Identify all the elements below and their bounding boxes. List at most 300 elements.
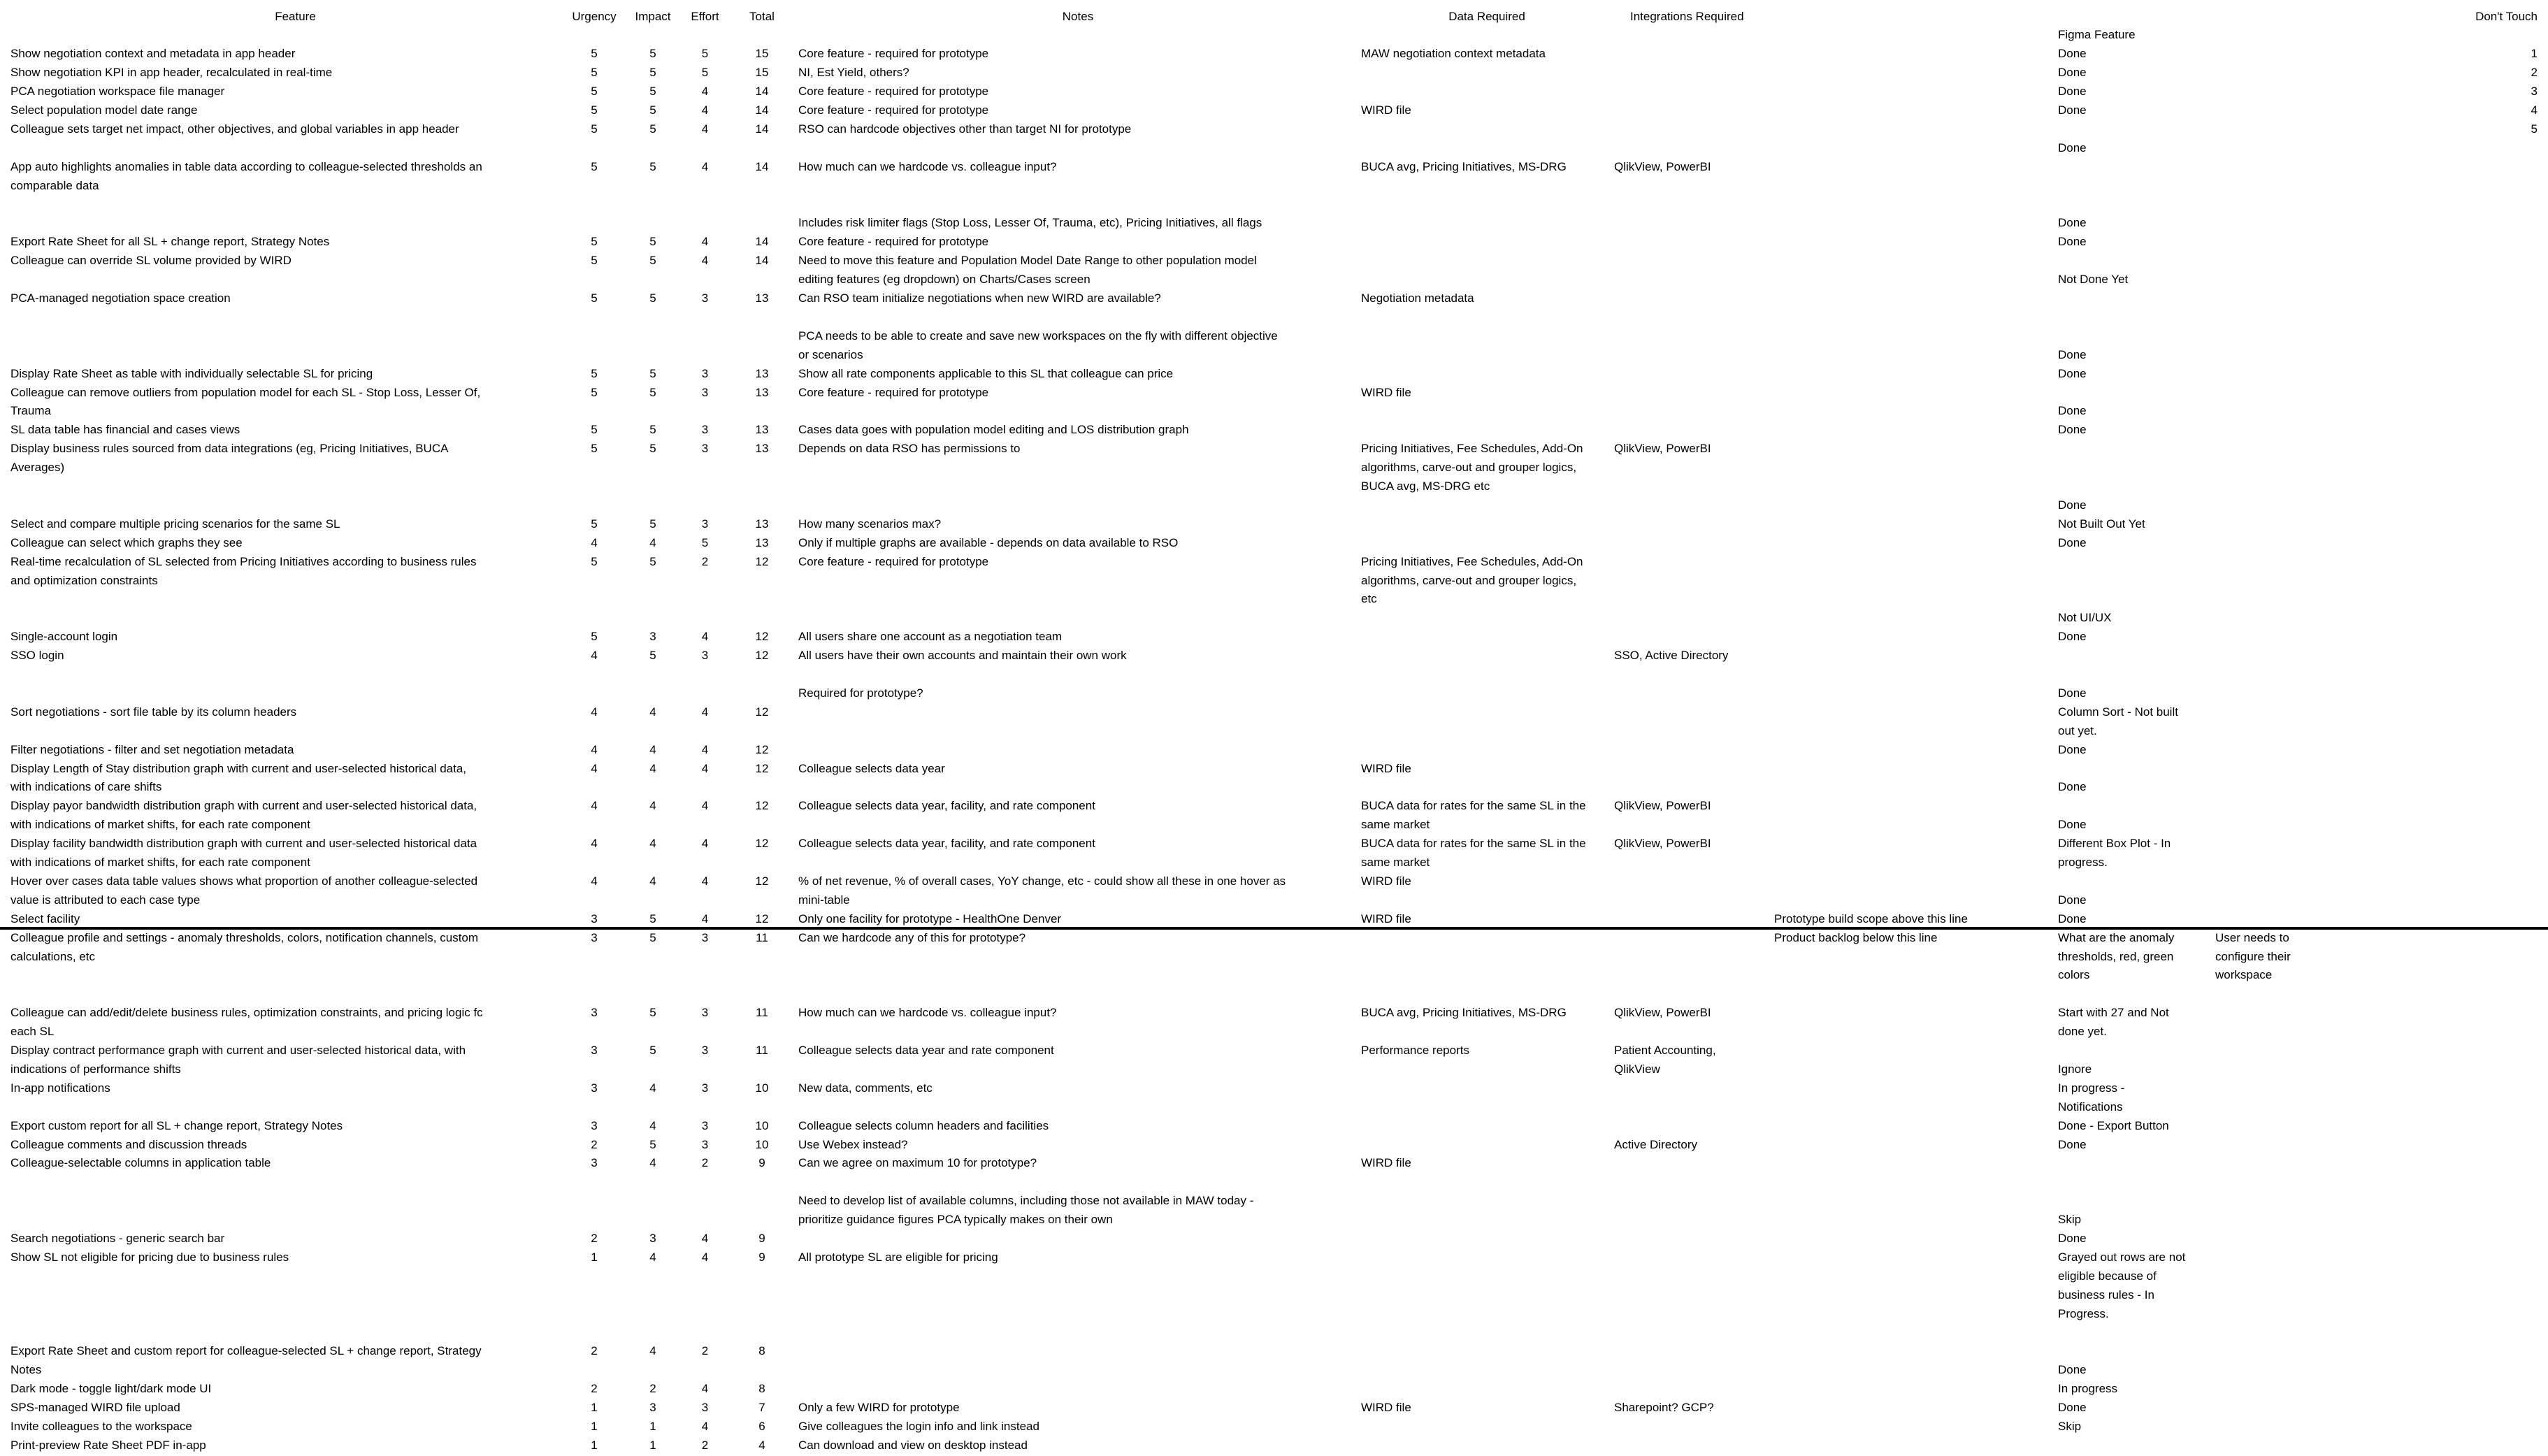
notes-cell: PCA needs to be able to create and save new workspaces on the fly with different objective — [798, 329, 1278, 343]
impact-cell: 4 — [649, 742, 656, 756]
sheet-row — [0, 646, 2548, 665]
data-required-cell: WIRD file — [1361, 874, 1411, 888]
column-header-dont-touch: Don't Touch — [2475, 9, 2538, 23]
impact-cell: 5 — [649, 930, 656, 944]
urgency-cell: 3 — [591, 1044, 598, 1057]
feature-cell: Dark mode - toggle light/dark mode UI — [10, 1382, 212, 1396]
sheet-row — [0, 796, 2548, 815]
figma-status-cell: done yet. — [2058, 1025, 2107, 1039]
feature-cell: Display contract performance graph with current and user-selected historical data, with — [10, 1044, 466, 1057]
sheet-row — [0, 853, 2548, 872]
sheet-row — [0, 533, 2548, 552]
data-required-cell: Negotiation metadata — [1361, 291, 1474, 305]
sheet-row — [0, 1135, 2548, 1154]
feature-cell: Display business rules sourced from data integrations (eg, Pricing Initiatives, BUCA — [10, 442, 449, 456]
sheet-row — [0, 63, 2548, 82]
notes-cell: or scenarios — [798, 347, 863, 361]
feature-cell: Colleague-selectable columns in application table — [10, 1156, 271, 1170]
feature-cell: Display Length of Stay distribution graph with current and user-selected historical data, — [10, 761, 467, 775]
figma-status-cell: Done — [2058, 140, 2087, 154]
impact-cell: 3 — [649, 1401, 656, 1415]
impact-cell: 5 — [649, 554, 656, 568]
figma-status-cell: Done — [2058, 630, 2087, 644]
column-header-total: Total — [749, 9, 775, 23]
figma-status-cell: Done — [2058, 1401, 2087, 1415]
figma-status-cell: Done — [2058, 423, 2087, 437]
sheet-row — [0, 1304, 2548, 1323]
sheet-row — [0, 608, 2548, 627]
notes-cell: Can download and view on desktop instead — [798, 1438, 1028, 1452]
total-cell: 14 — [755, 122, 769, 136]
sheet-row — [0, 364, 2548, 383]
total-cell: 4 — [758, 1438, 765, 1452]
figma-status-cell: Notifications — [2058, 1100, 2123, 1113]
notes-cell: Core feature - required for prototype — [798, 235, 989, 249]
impact-cell: 5 — [649, 47, 656, 61]
sheet-row — [0, 1341, 2548, 1360]
impact-cell: 4 — [649, 837, 656, 851]
data-required-cell: same market — [1361, 856, 1430, 869]
feature-cell: Show negotiation context and metadata in app header — [10, 47, 296, 61]
figma-status-cell: What are the anomaly — [2058, 930, 2175, 944]
sheet-row — [0, 1267, 2548, 1285]
effort-cell: 4 — [701, 761, 709, 775]
sheet-row — [0, 1248, 2548, 1267]
impact-cell: 5 — [649, 1137, 656, 1151]
total-cell: 13 — [755, 366, 769, 380]
data-required-cell: WIRD file — [1361, 911, 1411, 925]
feature-cell: each SL — [10, 1025, 55, 1039]
column-header-notes: Notes — [1062, 9, 1094, 23]
figma-status-cell: Figma Feature — [2058, 28, 2136, 42]
effort-cell: 2 — [701, 1438, 709, 1452]
scope-note-cell: Prototype build scope above this line — [1774, 911, 1968, 925]
figma-status-cell: Done — [2058, 535, 2087, 549]
figma-status-cell: Grayed out rows are not — [2058, 1250, 2186, 1264]
urgency-cell: 5 — [591, 122, 598, 136]
sheet-row — [0, 1153, 2548, 1172]
feature-cell: App auto highlights anomalies in table data according to colleague-selected thresholds an — [10, 159, 482, 173]
sheet-row — [0, 420, 2548, 439]
figma-status-cell: Done — [2058, 893, 2087, 907]
impact-cell: 5 — [649, 122, 656, 136]
figma-status-cell: Done — [2058, 498, 2087, 512]
sheet-row — [0, 834, 2548, 853]
header-row — [0, 7, 2548, 26]
feature-cell: Colleague can add/edit/delete business rules, optimization constraints, and pricing logic fc — [10, 1006, 483, 1020]
impact-cell: 4 — [649, 705, 656, 719]
total-cell: 14 — [755, 235, 769, 249]
sheet-row — [0, 25, 2548, 44]
effort-cell: 4 — [701, 235, 709, 249]
integrations-cell: Active Directory — [1614, 1137, 1698, 1151]
notes-cell: Show all rate components applicable to this SL that colleague can price — [798, 366, 1174, 380]
effort-cell: 4 — [701, 911, 709, 925]
sheet-row — [0, 947, 2548, 966]
notes-cell: All users share one account as a negotiation team — [798, 630, 1063, 644]
total-cell: 12 — [755, 742, 769, 756]
impact-cell: 5 — [649, 291, 656, 305]
effort-cell: 3 — [701, 1401, 709, 1415]
total-cell: 14 — [755, 254, 769, 268]
total-cell: 12 — [755, 874, 769, 888]
impact-cell: 1 — [649, 1438, 656, 1452]
figma-status-cell: Progress. — [2058, 1306, 2109, 1320]
notes-cell: Need to move this feature and Population Model Date Range to other population model — [798, 254, 1257, 268]
sheet-row — [0, 308, 2548, 326]
feature-cell: Sort negotiations - sort file table by its column headers — [10, 705, 297, 719]
side-note-cell: User needs to — [2215, 930, 2289, 944]
total-cell: 12 — [755, 649, 769, 663]
data-required-cell: WIRD file — [1361, 385, 1411, 399]
data-required-cell: BUCA data for rates for the same SL in the — [1361, 837, 1586, 851]
impact-cell: 4 — [649, 761, 656, 775]
effort-cell: 3 — [701, 1044, 709, 1057]
total-cell: 12 — [755, 799, 769, 813]
sheet-row — [0, 1060, 2548, 1079]
figma-status-cell: Done — [2058, 103, 2087, 117]
urgency-cell: 4 — [591, 837, 598, 851]
notes-cell: Colleague selects column headers and facilities — [798, 1118, 1049, 1132]
effort-cell: 3 — [701, 1006, 709, 1020]
notes-cell: Only if multiple graphs are available - depends on data available to RSO — [798, 535, 1179, 549]
effort-cell: 4 — [701, 874, 709, 888]
notes-cell: All users have their own accounts and maintain their own work — [798, 649, 1127, 663]
data-required-cell: MAW negotiation context metadata — [1361, 47, 1546, 61]
effort-cell: 4 — [701, 742, 709, 756]
urgency-cell: 2 — [591, 1382, 598, 1396]
figma-status-cell: business rules - In — [2058, 1288, 2154, 1302]
notes-cell: Colleague selects data year, facility, and rate component — [798, 799, 1095, 813]
feature-cell: Display payor bandwidth distribution graph with current and user-selected historical data, — [10, 799, 477, 813]
figma-status-cell: Done — [2058, 911, 2087, 925]
effort-cell: 3 — [701, 423, 709, 437]
urgency-cell: 3 — [591, 911, 598, 925]
impact-cell: 5 — [649, 649, 656, 663]
sheet-row — [0, 401, 2548, 420]
effort-cell: 3 — [701, 1137, 709, 1151]
notes-cell: prioritize guidance figures PCA typically makes on their own — [798, 1213, 1113, 1227]
urgency-cell: 5 — [591, 159, 598, 173]
urgency-cell: 5 — [591, 235, 598, 249]
dont-touch-cell: 5 — [2531, 122, 2538, 136]
column-header-data-required: Data Required — [1448, 9, 1525, 23]
sheet-row — [0, 872, 2548, 891]
sheet-row — [0, 1116, 2548, 1135]
sheet-row — [0, 439, 2548, 458]
urgency-cell: 4 — [591, 705, 598, 719]
total-cell: 8 — [758, 1344, 765, 1358]
impact-cell: 5 — [649, 911, 656, 925]
feature-cell: Export Rate Sheet and custom report for colleague-selected SL + change report, Strategy — [10, 1344, 482, 1358]
notes-cell: Required for prototype? — [798, 686, 923, 700]
impact-cell: 5 — [649, 235, 656, 249]
total-cell: 14 — [755, 103, 769, 117]
figma-status-cell: eligible because of — [2058, 1269, 2157, 1283]
total-cell: 7 — [758, 1401, 765, 1415]
figma-status-cell: progress. — [2058, 856, 2108, 869]
figma-status-cell: Done — [2058, 47, 2087, 61]
column-header-impact: Impact — [635, 9, 671, 23]
impact-cell: 5 — [649, 385, 656, 399]
feature-cell: comparable data — [10, 178, 99, 192]
sheet-row — [0, 101, 2548, 120]
sheet-row — [0, 157, 2548, 176]
column-header-effort: Effort — [691, 9, 719, 23]
urgency-cell: 3 — [591, 1006, 598, 1020]
notes-cell: RSO can hardcode objectives other than target NI for prototype — [798, 122, 1132, 136]
sheet-row — [0, 1323, 2548, 1342]
sheet-row — [0, 665, 2548, 684]
urgency-cell: 5 — [591, 66, 598, 80]
urgency-cell: 1 — [591, 1420, 598, 1433]
urgency-cell: 5 — [591, 630, 598, 644]
effort-cell: 3 — [701, 291, 709, 305]
feature-cell: PCA-managed negotiation space creation — [10, 291, 231, 305]
sheet-row — [0, 1229, 2548, 1248]
total-cell: 6 — [758, 1420, 765, 1433]
sheet-row — [0, 138, 2548, 157]
impact-cell: 5 — [649, 85, 656, 99]
impact-cell: 1 — [649, 1420, 656, 1433]
figma-status-cell: Skip — [2058, 1213, 2082, 1227]
figma-status-cell: Done — [2058, 235, 2087, 249]
figma-status-cell: Done — [2058, 404, 2087, 418]
feature-cell: Trauma — [10, 404, 51, 418]
figma-status-cell: Done — [2058, 686, 2087, 700]
total-cell: 9 — [758, 1156, 765, 1170]
urgency-cell: 5 — [591, 85, 598, 99]
total-cell: 12 — [755, 911, 769, 925]
notes-cell: Need to develop list of available columns, including those not available in MAW today - — [798, 1194, 1254, 1208]
column-header-integrations-required: Integrations Required — [1630, 9, 1744, 23]
notes-cell: Core feature - required for prototype — [798, 85, 989, 99]
effort-cell: 4 — [701, 799, 709, 813]
sheet-row — [0, 232, 2548, 251]
sheet-row — [0, 1417, 2548, 1436]
effort-cell: 4 — [701, 1420, 709, 1433]
sheet-row — [0, 552, 2548, 571]
urgency-cell: 4 — [591, 742, 598, 756]
integrations-cell: QlikView, PowerBI — [1614, 1006, 1711, 1020]
notes-cell: New data, comments, etc — [798, 1081, 933, 1095]
figma-status-cell: Done — [2058, 1363, 2087, 1377]
feature-cell: with indications of market shifts, for each rate component — [10, 856, 310, 869]
total-cell: 13 — [755, 423, 769, 437]
notes-cell: mini-table — [798, 893, 850, 907]
urgency-cell: 5 — [591, 423, 598, 437]
sheet-row — [0, 345, 2548, 364]
sheet-row — [0, 571, 2548, 590]
data-required-cell: WIRD file — [1361, 761, 1411, 775]
feature-cell: Hover over cases data table values shows what proportion of another colleague-selected — [10, 874, 478, 888]
sheet-row — [0, 759, 2548, 778]
urgency-cell: 3 — [591, 1118, 598, 1132]
notes-cell: % of net revenue, % of overall cases, YoY change, etc - could show all these in one hover as — [798, 874, 1286, 888]
notes-cell: Colleague selects data year — [798, 761, 945, 775]
sheet-row — [0, 702, 2548, 721]
urgency-cell: 5 — [591, 291, 598, 305]
total-cell: 9 — [758, 1232, 765, 1245]
sheet-row — [0, 270, 2548, 289]
effort-cell: 3 — [701, 1118, 709, 1132]
urgency-cell: 4 — [591, 874, 598, 888]
impact-cell: 4 — [649, 535, 656, 549]
feature-cell: Invite colleagues to the workspace — [10, 1420, 192, 1433]
total-cell: 9 — [758, 1250, 765, 1264]
dont-touch-cell: 2 — [2531, 66, 2538, 80]
sheet-row — [0, 1285, 2548, 1304]
notes-cell: Use Webex instead? — [798, 1137, 908, 1151]
integrations-cell: Sharepoint? GCP? — [1614, 1401, 1714, 1415]
notes-cell: Includes risk limiter flags (Stop Loss, Lesser Of, Trauma, etc), Pricing Initiatives, all flags — [798, 216, 1262, 230]
feature-cell: Export custom report for all SL + change report, Strategy Notes — [10, 1118, 343, 1132]
sheet-row — [0, 496, 2548, 514]
integrations-cell: QlikView, PowerBI — [1614, 837, 1711, 851]
figma-status-cell: Done — [2058, 818, 2087, 832]
figma-status-cell: colors — [2058, 968, 2090, 982]
data-required-cell: WIRD file — [1361, 103, 1411, 117]
total-cell: 12 — [755, 705, 769, 719]
notes-cell: Give colleagues the login info and link instead — [798, 1420, 1039, 1433]
side-note-cell: workspace — [2215, 968, 2273, 982]
integrations-cell: Patient Accounting, — [1614, 1044, 1716, 1057]
figma-status-cell: Done — [2058, 366, 2087, 380]
figma-status-cell: out yet. — [2058, 723, 2097, 737]
feature-cell: Averages) — [10, 461, 65, 475]
feature-cell: Colleague can select which graphs they see — [10, 535, 243, 549]
impact-cell: 5 — [649, 159, 656, 173]
feature-cell: PCA negotiation workspace file manager — [10, 85, 225, 99]
impact-cell: 5 — [649, 1044, 656, 1057]
effort-cell: 3 — [701, 517, 709, 531]
urgency-cell: 3 — [591, 1081, 598, 1095]
feature-cell: Notes — [10, 1363, 42, 1377]
sheet-row — [0, 1003, 2548, 1022]
sheet-row — [0, 965, 2548, 984]
total-cell: 13 — [755, 517, 769, 531]
feature-cell: Show SL not eligible for pricing due to business rules — [10, 1250, 289, 1264]
sheet-row — [0, 1191, 2548, 1210]
sheet-row — [0, 82, 2548, 101]
figma-status-cell: Done - Export Button — [2058, 1118, 2169, 1132]
sheet-row — [0, 627, 2548, 646]
effort-cell: 4 — [701, 1382, 709, 1396]
impact-cell: 5 — [649, 517, 656, 531]
urgency-cell: 2 — [591, 1137, 598, 1151]
data-required-cell: algorithms, carve-out and grouper logics, — [1361, 573, 1577, 587]
integrations-cell: SSO, Active Directory — [1614, 649, 1729, 663]
notes-cell: NI, Est Yield, others? — [798, 66, 909, 80]
figma-status-cell: Not Done Yet — [2058, 273, 2129, 287]
notes-cell: Colleague selects data year and rate component — [798, 1044, 1054, 1057]
figma-status-cell: In progress - — [2058, 1081, 2125, 1095]
impact-cell: 5 — [649, 423, 656, 437]
effort-cell: 4 — [701, 85, 709, 99]
urgency-cell: 4 — [591, 535, 598, 549]
sheet-row — [0, 1172, 2548, 1191]
urgency-cell: 3 — [591, 1156, 598, 1170]
effort-cell: 4 — [701, 254, 709, 268]
sheet-row — [0, 213, 2548, 232]
urgency-cell: 5 — [591, 366, 598, 380]
sheet-row — [0, 1379, 2548, 1398]
impact-cell: 4 — [649, 1156, 656, 1170]
figma-status-cell: Done — [2058, 742, 2087, 756]
notes-cell: Can we agree on maximum 10 for prototype? — [798, 1156, 1037, 1170]
dont-touch-cell: 4 — [2531, 103, 2538, 117]
total-cell: 13 — [755, 442, 769, 456]
feature-cell: Select population model date range — [10, 103, 198, 117]
figma-status-cell: Done — [2058, 1137, 2087, 1151]
effort-cell: 4 — [701, 1232, 709, 1245]
total-cell: 14 — [755, 85, 769, 99]
notes-cell: How many scenarios max? — [798, 517, 942, 531]
feature-cell: Colleague sets target net impact, other objectives, and global variables in app header — [10, 122, 459, 136]
figma-status-cell: In progress — [2058, 1382, 2118, 1396]
figma-status-cell: Different Box Plot - In — [2058, 837, 2171, 851]
data-required-cell: BUCA avg, MS-DRG etc — [1361, 480, 1490, 493]
data-required-cell: BUCA data for rates for the same SL in the — [1361, 799, 1586, 813]
impact-cell: 5 — [649, 366, 656, 380]
impact-cell: 4 — [649, 1118, 656, 1132]
feature-cell: Filter negotiations - filter and set negotiation metadata — [10, 742, 294, 756]
notes-cell: Colleague selects data year, facility, and rate component — [798, 837, 1095, 851]
feature-cell: SPS-managed WIRD file upload — [10, 1401, 180, 1415]
feature-cell: Real-time recalculation of SL selected from Pricing Initiatives according to business rules — [10, 554, 477, 568]
impact-cell: 5 — [649, 1006, 656, 1020]
impact-cell: 4 — [649, 799, 656, 813]
feature-cell: value is attributed to each case type — [10, 893, 201, 907]
feature-cell: Display facility bandwidth distribution graph with current and user-selected historical data — [10, 837, 477, 851]
figma-status-cell: Done — [2058, 347, 2087, 361]
feature-cell: Select facility — [10, 911, 80, 925]
feature-cell: indications of performance shifts — [10, 1062, 181, 1076]
impact-cell: 3 — [649, 630, 656, 644]
sheet-row — [0, 984, 2548, 1003]
total-cell: 10 — [755, 1118, 769, 1132]
notes-cell: How much can we hardcode vs. colleague input? — [798, 159, 1057, 173]
urgency-cell: 4 — [591, 761, 598, 775]
notes-cell: Can RSO team initialize negotiations when new WIRD are available? — [798, 291, 1161, 305]
urgency-cell: 1 — [591, 1401, 598, 1415]
feature-cell: Search negotiations - generic search bar — [10, 1232, 225, 1245]
scope-note-cell: Product backlog below this line — [1774, 930, 1938, 944]
figma-status-cell: Column Sort - Not built — [2058, 705, 2178, 719]
effort-cell: 3 — [701, 930, 709, 944]
urgency-cell: 5 — [591, 385, 598, 399]
urgency-cell: 1 — [591, 1250, 598, 1264]
impact-cell: 4 — [649, 1081, 656, 1095]
urgency-cell: 2 — [591, 1232, 598, 1245]
total-cell: 12 — [755, 554, 769, 568]
sheet-row — [0, 684, 2548, 702]
impact-cell: 5 — [649, 442, 656, 456]
sheet-row — [0, 477, 2548, 496]
total-cell: 12 — [755, 837, 769, 851]
total-cell: 13 — [755, 385, 769, 399]
effort-cell: 3 — [701, 442, 709, 456]
data-required-cell: BUCA avg, Pricing Initiatives, MS-DRG — [1361, 159, 1567, 173]
figma-status-cell: Done — [2058, 216, 2087, 230]
notes-cell: Can we hardcode any of this for prototype? — [798, 930, 1026, 944]
impact-cell: 4 — [649, 874, 656, 888]
sheet-row — [0, 1041, 2548, 1060]
urgency-cell: 5 — [591, 517, 598, 531]
effort-cell: 4 — [701, 103, 709, 117]
urgency-cell: 5 — [591, 442, 598, 456]
figma-status-cell: Skip — [2058, 1420, 2082, 1433]
